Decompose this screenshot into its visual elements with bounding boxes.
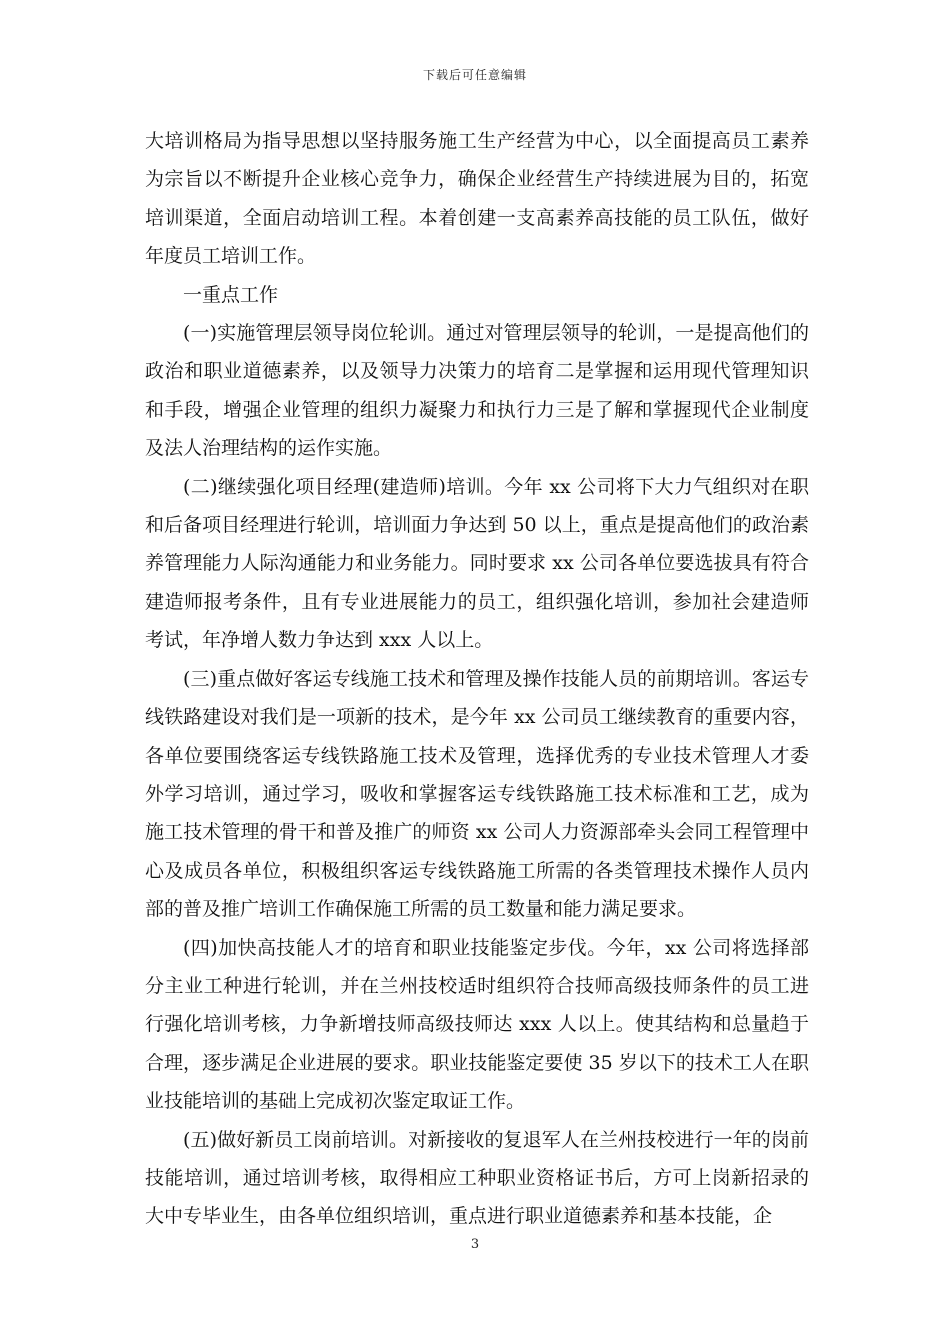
paragraph-item-3: (三)重点做好客运专线施工技术和管理及操作技能人员的前期培训。客运专线铁路建设对我们是一项新的技术，是今年 xx 公司员工继续教育的重要内容，各单位要围绕客运专线铁路施工技术及管理，选择优秀的专业技术管理人才委外学习培训，通过学习，吸收和掌握客运专线铁路施工技术标准和工艺，成为施工技术管理的骨干和普及推广的师资 xx 公司人力资源部牵头会同工程管理中心及成员各单位，积极组织客运专线铁路施工所需的各类管理技术操作人员内部的普及推广培训工作确保施工所需的员工数量和能力满足要求。: [145, 667, 809, 921]
paragraph-item-2: (二)继续强化项目经理(建造师)培训。今年 xx 公司将下大力气组织对在职和后备项目经理进行轮训，培训面力争达到 50 以上，重点是提高他们的政治素养管理能力人际沟通能力和业务能力。同时要求 xx 公司各单位要选拔具有符合建造师报考条件，且有专业进展能力的员工，组织强化培训，参加社会建造师考试，年净增人数力争达到 xxx 人以上。: [145, 475, 809, 652]
paragraph-item-1: (一)实施管理层领导岗位轮训。通过对管理层领导的轮训，一是提高他们的政治和职业道德素养，以及领导力决策力的培育二是掌握和运用现代管理知识和手段，增强企业管理的组织力凝聚力和执行力三是了解和掌握现代企业制度及法人治理结构的运作实施。: [145, 322, 809, 460]
document-body: [145, 122, 809, 1236]
paragraph-item-5: (五)做好新员工岗前培训。对新接收的复退军人在兰州技校进行一年的岗前技能培训，通过培训考核，取得相应工种职业资格证书后，方可上岗新招录的大中专毕业生，由各单位组织培训，重点进行职业道德素养和基本技能，企: [145, 1128, 809, 1228]
section-heading-key-work: 一重点工作: [183, 283, 279, 306]
page-header: 下载后可任意编辑: [422, 68, 527, 82]
paragraph-intro-continuation: 大培训格局为指导思想以坚持服务施工生产经营为中心，以全面提高员工素养为宗旨以不断提升企业核心竞争力，确保企业经营生产持续进展为目的，拓宽培训渠道，全面启动培训工程。本着创建一支高素养高技能的员工队伍，做好年度员工培训工作。: [145, 130, 809, 268]
paragraph-item-4: (四)加快高技能人才的培育和职业技能鉴定步伐。今年，xx 公司将选择部分主业工种进行轮训，并在兰州技校适时组织符合技师高级技师条件的员工进行强化培训考核，力争新增技师高级技师达 xxx 人以上。使其结构和总量趋于合理，逐步满足企业进展的要求。职业技能鉴定要使 35 岁以下的技术工人在职业技能培训的基础上完成初次鉴定取证工作。: [145, 936, 809, 1113]
page-number: 3: [470, 1237, 480, 1252]
